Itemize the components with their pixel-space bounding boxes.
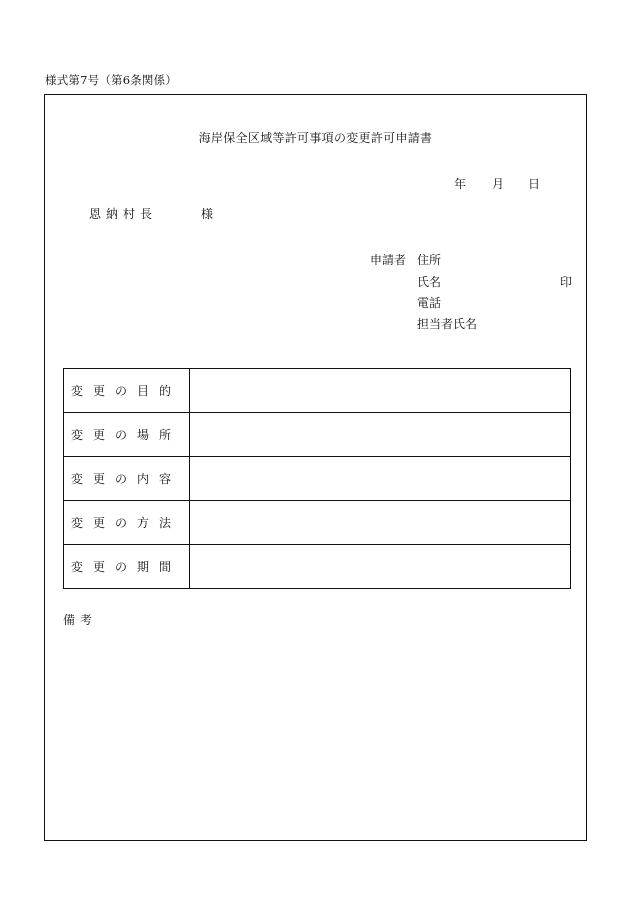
table-row <box>64 369 571 413</box>
row-field-location[interactable] <box>190 413 571 457</box>
table-row <box>64 501 571 545</box>
applicant-label: 申請者 <box>370 253 407 267</box>
date-day-label: 日 <box>528 177 541 191</box>
addressee-honorific: 様 <box>201 207 214 221</box>
date-year-label: 年 <box>454 177 467 191</box>
addressee-name: 恩納村長 <box>89 207 158 221</box>
row-label-purpose: 変更の目的 <box>64 369 190 413</box>
seal-mark: 印 <box>560 275 573 289</box>
row-field-purpose[interactable] <box>190 369 571 413</box>
row-label-content: 変更の内容 <box>64 457 190 501</box>
applicant-address-label: 住所 <box>417 253 442 267</box>
document-title: 海岸保全区域等許可事項の変更許可申請書 <box>198 131 433 145</box>
remarks-label: 備考 <box>63 613 98 627</box>
change-details-table <box>63 368 571 589</box>
table-row <box>64 413 571 457</box>
form-number: 様式第7号（第6条関係） <box>45 73 178 87</box>
table-row <box>64 457 571 501</box>
row-label-location: 変更の場所 <box>64 413 190 457</box>
applicant-contact-label: 担当者氏名 <box>417 317 478 331</box>
application-form <box>44 94 587 841</box>
date-month-label: 月 <box>492 177 505 191</box>
row-field-content[interactable] <box>190 457 571 501</box>
row-label-method: 変更の方法 <box>64 501 190 545</box>
table-row <box>64 545 571 589</box>
applicant-phone-label: 電話 <box>417 296 442 310</box>
applicant-name-label: 氏名 <box>417 275 442 289</box>
row-field-period[interactable] <box>190 545 571 589</box>
row-label-period: 変更の期間 <box>64 545 190 589</box>
row-field-method[interactable] <box>190 501 571 545</box>
